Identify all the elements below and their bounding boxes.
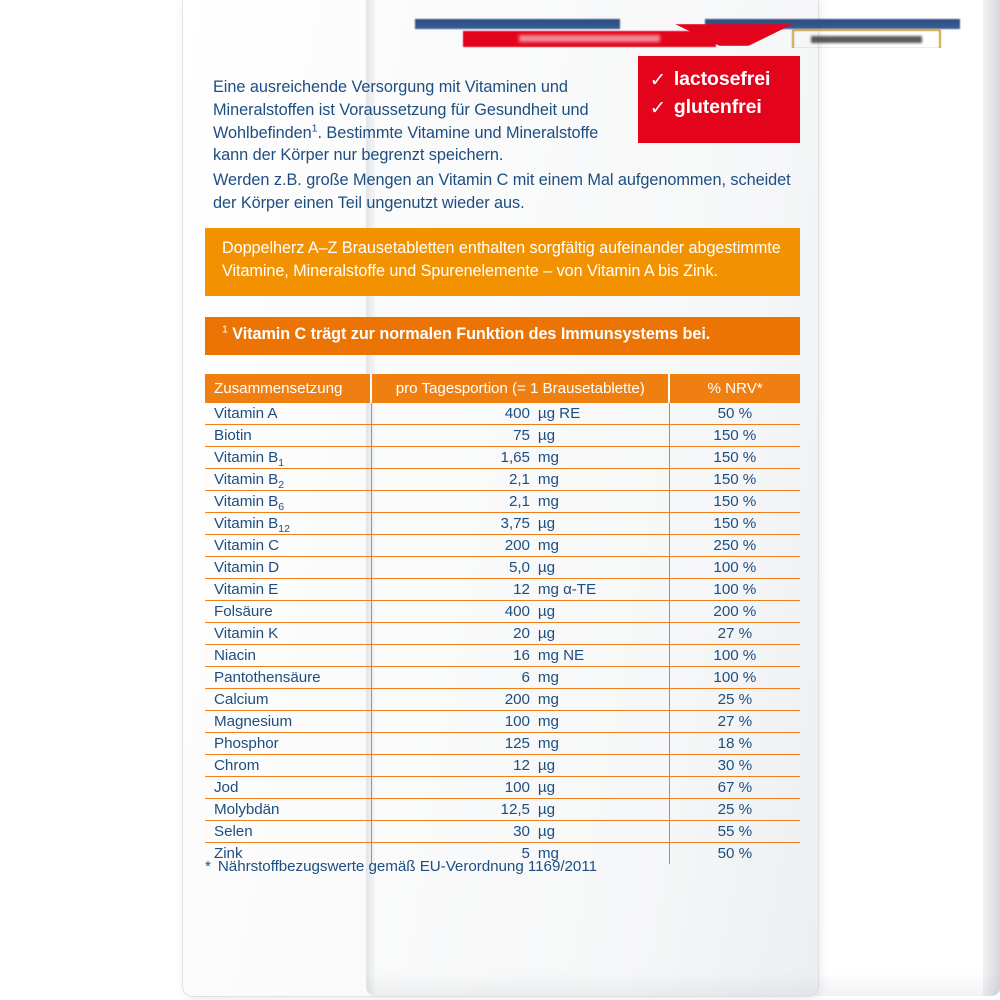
nutrient-amount-unit: mg [537, 691, 559, 708]
nutrient-amount-unit: mg α-TE [537, 581, 597, 598]
nutrient-amount-value: 12,5 [500, 801, 530, 818]
nutrient-name-cell: Biotin [205, 425, 371, 447]
nutrient-nrv-cell: 27 % [669, 623, 800, 645]
nutrient-amount-unit: µg [537, 427, 556, 444]
table-row [205, 469, 800, 491]
table-row [205, 579, 800, 601]
column-header-daily-portion: pro Tagesportion (= 1 Brausetablette) [371, 374, 669, 403]
nutrient-amount-unit: mg [537, 537, 559, 554]
nutrient-amount-value: 3,75 [500, 515, 530, 532]
nutrient-amount-value: 100 [504, 779, 530, 796]
nutrient-name-cell: Calcium [205, 689, 371, 711]
nutrient-amount-value: 12 [513, 757, 530, 774]
intro-paragraph [213, 76, 633, 167]
health-claim-callout [205, 317, 800, 355]
nutrient-nrv-cell: 100 % [669, 667, 800, 689]
table-row [205, 689, 800, 711]
nutrient-name-cell: Niacin [205, 645, 371, 667]
nutrient-amount-cell [371, 535, 669, 557]
nutrient-name-cell: Phosphor [205, 733, 371, 755]
nutrient-nrv-cell: 50 % [669, 403, 800, 425]
nrv-footnote [205, 858, 597, 875]
table-row [205, 447, 800, 469]
nutrient-nrv-cell: 150 % [669, 447, 800, 469]
nutrient-amount-cell [371, 689, 669, 711]
claim-lactose-free-label: lactosefrei [673, 68, 771, 90]
nutrient-amount-value: 2,1 [508, 493, 530, 510]
package-right-edge [983, 0, 1000, 996]
secondary-paragraph: Werden z.B. große Mengen an Vitamin C mit einem Mal aufgenommen, scheidet der Körper einen Teil ungenutzt wieder aus. [213, 171, 791, 212]
nutrient-amount-cell [371, 799, 669, 821]
nutrient-amount-cell [371, 711, 669, 733]
table-row [205, 557, 800, 579]
nutrient-amount-unit: mg [537, 713, 559, 730]
nutrient-name-subscript: 2 [278, 479, 285, 492]
nutrient-name-cell: Molybdän [205, 799, 371, 821]
nutrient-name-cell: Magnesium [205, 711, 371, 733]
nutrient-amount-cell [371, 513, 669, 535]
nutrient-amount-value: 200 [504, 691, 530, 708]
nutrient-name-cell: Vitamin D [205, 557, 371, 579]
table-row [205, 755, 800, 777]
nutrient-amount-unit: mg [537, 493, 559, 510]
product-composition-text: Doppelherz A–Z Brausetabletten enthalten sorgfältig aufeinander abgestimmte Vitamine, Mineralstoffe und Spurenelemente – von Vitamin A bis Zink. [222, 239, 781, 280]
table-row [205, 425, 800, 447]
nutrient-nrv-cell: 150 % [669, 491, 800, 513]
nutrient-amount-cell [371, 447, 669, 469]
nutrient-amount-unit: µg [537, 603, 556, 620]
nutrient-amount-unit: mg [537, 735, 559, 752]
intro-paragraph-part1: Eine ausreichende Versorgung mit Vitaminen und Mineralstoffen ist Voraussetzung für Gesundheit und Wohlbefinden [213, 78, 589, 142]
nutrient-amount-value: 20 [513, 625, 530, 642]
nutrient-amount-unit: µg [537, 559, 556, 576]
package-bottom-edge [366, 972, 1000, 996]
nutrient-nrv-cell: 55 % [669, 821, 800, 843]
nutrient-amount-value: 2,1 [508, 471, 530, 488]
nutrient-name-cell: Vitamin $B_1$ [205, 447, 371, 469]
nutrient-nrv-cell: 150 % [669, 469, 800, 491]
nutrient-name-subscript: 12 [278, 523, 290, 536]
health-claim-marker: 1 [222, 323, 228, 336]
nutrient-amount-unit: µg [537, 515, 556, 532]
brand-wordmark-left [415, 19, 620, 29]
nutrient-amount-value: 5 [521, 845, 530, 862]
nutrient-name-subscript: 1 [278, 457, 285, 470]
nutrient-amount-value: 200 [504, 537, 530, 554]
claim-lactose-free [650, 66, 800, 94]
nutrient-amount-cell [371, 777, 669, 799]
nutrient-amount-value: 400 [504, 405, 530, 422]
nutrient-amount-cell [371, 469, 669, 491]
nutrient-nrv-cell: 27 % [669, 711, 800, 733]
nutrient-amount-cell [371, 623, 669, 645]
nutrient-amount-value: 400 [504, 603, 530, 620]
nutrient-amount-value: 75 [513, 427, 530, 444]
nutrient-amount-cell [371, 667, 669, 689]
nutrient-amount-value: 6 [521, 669, 530, 686]
table-row [205, 711, 800, 733]
nutrient-amount-value: 12 [513, 581, 530, 598]
nutrient-amount-value: 1,65 [500, 449, 530, 466]
table-row [205, 403, 800, 425]
nutrient-nrv-cell: 67 % [669, 777, 800, 799]
nutrient-nrv-cell: 150 % [669, 513, 800, 535]
table-row [205, 733, 800, 755]
nutrient-name-cell: Vitamin A [205, 403, 371, 425]
nrv-footnote-text: Nährstoffbezugswerte gemäß EU-Verordnung 1169/2011 [217, 858, 597, 875]
table-row [205, 777, 800, 799]
nutrient-amount-cell [371, 557, 669, 579]
nutrient-nrv-cell: 25 % [669, 799, 800, 821]
nutrient-nrv-cell: 30 % [669, 755, 800, 777]
table-header-row [205, 374, 800, 403]
gold-seal-mark [792, 29, 941, 48]
free-from-claims-badge [638, 56, 800, 143]
nrv-footnote-star: * [205, 858, 211, 875]
nutrient-amount-cell [371, 645, 669, 667]
check-icon: ✓ [649, 97, 667, 119]
nutrient-name-cell: Pantothensäure [205, 667, 371, 689]
table-row [205, 667, 800, 689]
brand-logo-strip-cropped [375, 0, 983, 48]
table-row [205, 623, 800, 645]
check-icon: ✓ [649, 70, 667, 91]
nutrient-nrv-cell: 50 % [669, 843, 800, 865]
nutrient-amount-cell [371, 403, 669, 425]
nutrient-nrv-cell: 18 % [669, 733, 800, 755]
nutrient-name-cell: Zink [214, 845, 243, 862]
nutrient-name-cell: Vitamin C [205, 535, 371, 557]
claim-gluten-free [650, 94, 800, 122]
table-row [205, 535, 800, 557]
health-claim-text: Vitamin C trägt zur normalen Funktion des Immunsystems bei. [227, 325, 711, 343]
nutrition-table [205, 374, 800, 864]
nutrient-amount-unit: µg [537, 801, 556, 818]
footnote-marker: 1 [311, 122, 318, 135]
nutrient-amount-unit: µg [537, 779, 556, 796]
nutrient-nrv-cell: 150 % [669, 425, 800, 447]
nutrient-amount-cell [371, 425, 669, 447]
column-header-nrv: % NRV* [669, 374, 800, 403]
nutrient-name-cell: Folsäure [205, 601, 371, 623]
nutrient-amount-value: 100 [504, 713, 530, 730]
nutrient-name-cell: Vitamin $B_2$ [205, 469, 371, 491]
nutrient-amount-unit: mg [537, 669, 559, 686]
nutrient-nrv-cell: 100 % [669, 579, 800, 601]
nutrient-amount-cell [371, 733, 669, 755]
nutrient-amount-cell [371, 601, 669, 623]
nutrient-amount-unit: µg RE [537, 405, 581, 422]
product-composition-callout [205, 228, 800, 296]
nutrient-nrv-cell: 25 % [669, 689, 800, 711]
nutrient-amount-unit: µg [537, 757, 556, 774]
nutrient-amount-cell [371, 491, 669, 513]
intro-paragraph-part2: . Bestimmte Vitamine und Mineralstoffe kann der Körper nur begrenzt speichern. [213, 123, 599, 165]
nutrient-amount-unit: mg [537, 471, 559, 488]
nutrient-amount-value: 30 [513, 823, 530, 840]
nutrient-amount-cell [371, 755, 669, 777]
nutrient-amount-value: 5,0 [508, 559, 530, 576]
nutrient-name-subscript: 6 [278, 501, 285, 514]
table-row [205, 645, 800, 667]
nutrient-name-cell: Chrom [205, 755, 371, 777]
nutrient-amount-value: 16 [513, 647, 530, 664]
nutrient-name-cell: Jod [205, 777, 371, 799]
red-banner-mark [463, 31, 716, 47]
nutrient-amount-unit: mg [537, 845, 559, 862]
nutrition-table-head [205, 374, 800, 403]
table-row [205, 601, 800, 623]
nutrient-amount-unit: µg [537, 823, 556, 840]
nutrient-name-cell: Vitamin E [205, 579, 371, 601]
nutrient-name-cell: Vitamin $B_{12}$ [205, 513, 371, 535]
nutrient-amount-value: 125 [504, 735, 530, 752]
table-row [205, 799, 800, 821]
nutrient-name-cell: Vitamin K [205, 623, 371, 645]
nutrient-nrv-cell: 100 % [669, 557, 800, 579]
table-row [205, 513, 800, 535]
nutrient-amount-unit: µg [537, 625, 556, 642]
nutrient-name-cell: Selen [205, 821, 371, 843]
table-row [205, 821, 800, 843]
nutrient-name-cell: Vitamin $B_6$ [205, 491, 371, 513]
claim-gluten-free-label: glutenfrei [673, 95, 762, 118]
nutrient-amount-cell [371, 821, 669, 843]
nutrient-amount-unit: mg NE [537, 647, 585, 664]
nutrient-nrv-cell: 100 % [669, 645, 800, 667]
nutrient-nrv-cell: 200 % [669, 601, 800, 623]
table-row [205, 491, 800, 513]
nutrition-table-body [205, 403, 800, 864]
nutrient-nrv-cell: 250 % [669, 535, 800, 557]
column-header-composition: Zusammensetzung [205, 374, 371, 403]
nutrient-amount-cell [371, 579, 669, 601]
nutrient-amount-unit: mg [537, 449, 559, 466]
